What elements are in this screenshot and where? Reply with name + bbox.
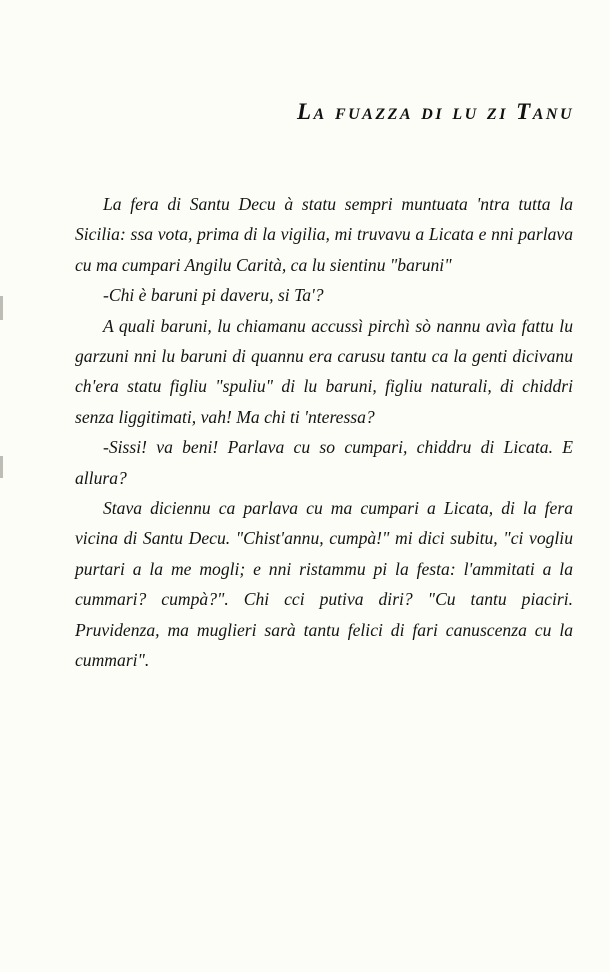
page-edge-mark <box>0 456 3 478</box>
paragraph: Stava diciennu ca parlava cu ma cumpari a Licata, di la fera vicina di Santu Decu. "Chist'annu, cumpà!" mi dici subitu, "ci vogliu purtari a la me mogli; e nni ristammu pi la festa: l'ammitati a la cummari? cumpà?". Chi cci putiva diri? "Cu tantu piaciri. Pruvidenza, ma muglieri sarà tantu felici di fari canuscenza cu la cummari". <box>75 498 573 671</box>
paragraph: -Chi è baruni pi daveru, si Ta'? <box>103 285 324 306</box>
paragraph: La fera di Santu Decu à statu sempri muntuata 'ntra tutta la Sicilia: ssa vota, prima di la vigilia, mi truvavu a Licata e nni parlava cu ma cumpari Angilu Carità, ca lu sientinu "baruni" <box>75 194 573 275</box>
paragraph: A quali baruni, lu chiamanu accussì pirchì sò nannu avìa fattu lu garzuni nni lu baruni di quannu era carusu tantu ca la genti dicivanu ch'era statu figliu "spuliu" di lu baruni, figliu naturali, di chiddri senza liggitimati, vah! Ma chi ti 'nteressa? <box>75 315 573 427</box>
body-text <box>75 189 573 676</box>
chapter-title: La fuazza di lu zi Tanu <box>296 99 574 125</box>
paragraph: -Sissi! va beni! Parlava cu so cumpari, chiddru di Licata. E allura? <box>75 437 573 488</box>
page-edge-mark <box>0 296 3 320</box>
